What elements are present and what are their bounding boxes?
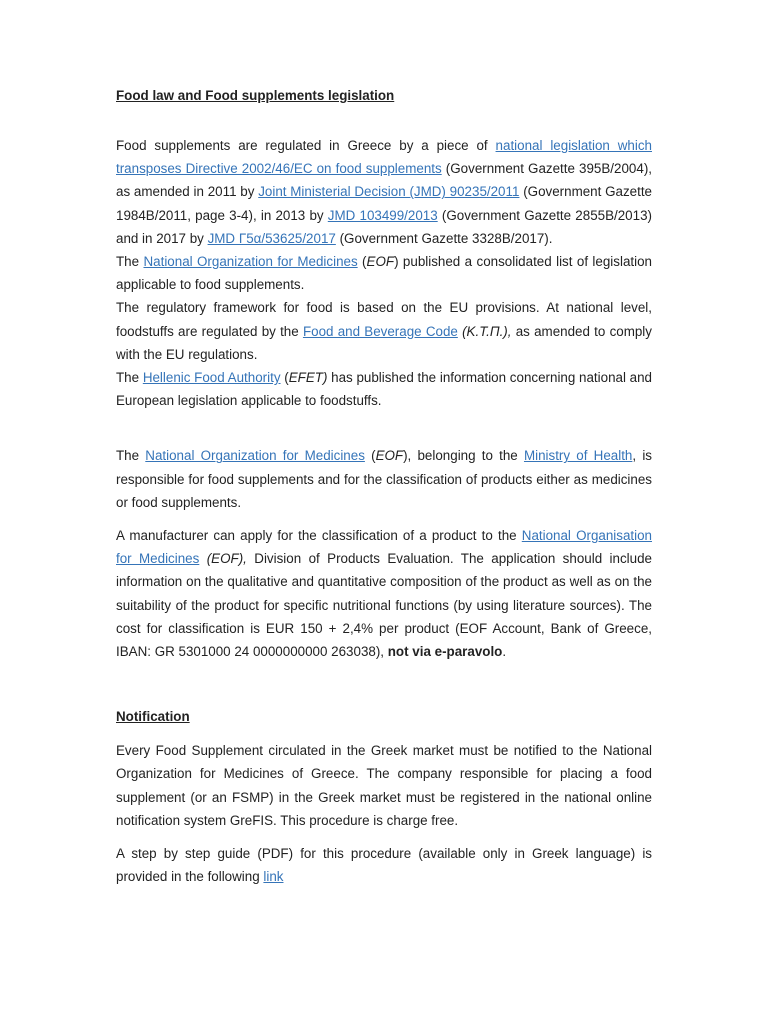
guide-pdf-link[interactable]: link (263, 869, 284, 885)
abbreviation: EOF (366, 254, 395, 270)
text: A step by step guide (PDF) for this procedure (available only in Greek language) is provided in the following (116, 846, 652, 885)
text: ) published a consolidated list of legislation applicable to food supplements. (116, 254, 652, 293)
eof-link-2[interactable]: National Organization for Medicines (145, 448, 365, 464)
text: The regulatory framework for food is based on the EU provisions. At national level, foodstuffs are regulated by the (116, 300, 652, 339)
text: ( (357, 254, 367, 270)
paragraph-classification (116, 524, 652, 663)
text: ( (364, 448, 376, 464)
document-page (116, 86, 652, 888)
text: A manufacturer can apply for the classification of a product to the (116, 528, 522, 544)
text: The (116, 448, 146, 464)
text: Division of Products Evaluation. The application should include information on the qualitative and quantitative composition of the product as well as on the suitability of the product for specific nutritional functions (by using literature sources). The cost for classification is EUR 150 + 2,4% per product (EOF Account, Bank of Greece, IBAN: GR 5301000 24 0000000000 263038), (116, 551, 652, 660)
food-beverage-code-link[interactable]: Food and Beverage Code (302, 323, 458, 339)
text: . (502, 644, 507, 660)
text: (Government Gazette 2855B/2013) and in 2017 by (116, 207, 652, 246)
text: ), belonging to the (403, 448, 524, 464)
paragraph-guide (116, 842, 652, 888)
section-heading-food-law: Food law and Food supplements legislation (116, 88, 395, 103)
national-organisation-link[interactable]: National Organisation for Medicines (116, 528, 652, 567)
abbreviation: (Κ.Τ.Π.), (462, 323, 512, 339)
text: (Government Gazette 3328B/2017). (335, 230, 553, 246)
hellenic-food-authority-link[interactable]: Hellenic Food Authority (142, 370, 281, 386)
emphasis-not-via-e-paravolo: not via e-paravolo (387, 644, 503, 660)
jmd-103499-link[interactable]: JMD 103499/2013 (327, 207, 438, 223)
abbreviation: (EOF), (206, 551, 247, 567)
ministry-of-health-link[interactable]: Ministry of Health (523, 448, 633, 464)
text: The (116, 370, 143, 386)
paragraph-eof-list (116, 250, 652, 296)
text: (Government Gazette 395B/2004), as amended in 2011 by (116, 161, 652, 200)
paragraph-legislation (116, 134, 652, 250)
text (199, 551, 206, 566)
paragraph-notification: Every Food Supplement circulated in the Greek market must be notified to the National Organization for Medicines of Greece. The company responsible for placing a food supplement (or an FSMP) in the Greek market must be registered in the national online notification system GreFIS. This procedure is charge free. (116, 743, 652, 828)
text: Food supplements are regulated in Greece by a piece of (116, 138, 496, 153)
text: , is responsible for food supplements and for the classification of products either as medicines or food supplements. (116, 448, 652, 510)
national-legislation-link[interactable]: national legislation which transposes Directive 2002/46/EC on food supplements (116, 138, 652, 177)
paragraph-regulatory-framework (116, 296, 652, 366)
jmd-53625-link[interactable]: JMD Γ5α/53625/2017 (207, 230, 336, 246)
text: has published the information concerning national and European legislation applicable to foodstuffs. (116, 370, 653, 409)
text: The (116, 254, 144, 270)
text: ( (280, 370, 289, 386)
abbreviation: EFET) (288, 370, 328, 386)
text: as amended to comply with the EU regulations. (116, 323, 652, 362)
jmd-90235-link[interactable]: Joint Ministerial Decision (JMD) 90235/2011 (258, 184, 520, 200)
section-heading-notification: Notification (116, 709, 190, 725)
eof-link[interactable]: National Organization for Medicines (143, 254, 358, 270)
abbreviation: EOF (375, 448, 404, 464)
paragraph-eof-responsibility (116, 444, 652, 514)
text: (Government Gazette 1984B/2011, page 3-4), in 2013 by (116, 184, 653, 223)
paragraph-efet (116, 366, 652, 412)
